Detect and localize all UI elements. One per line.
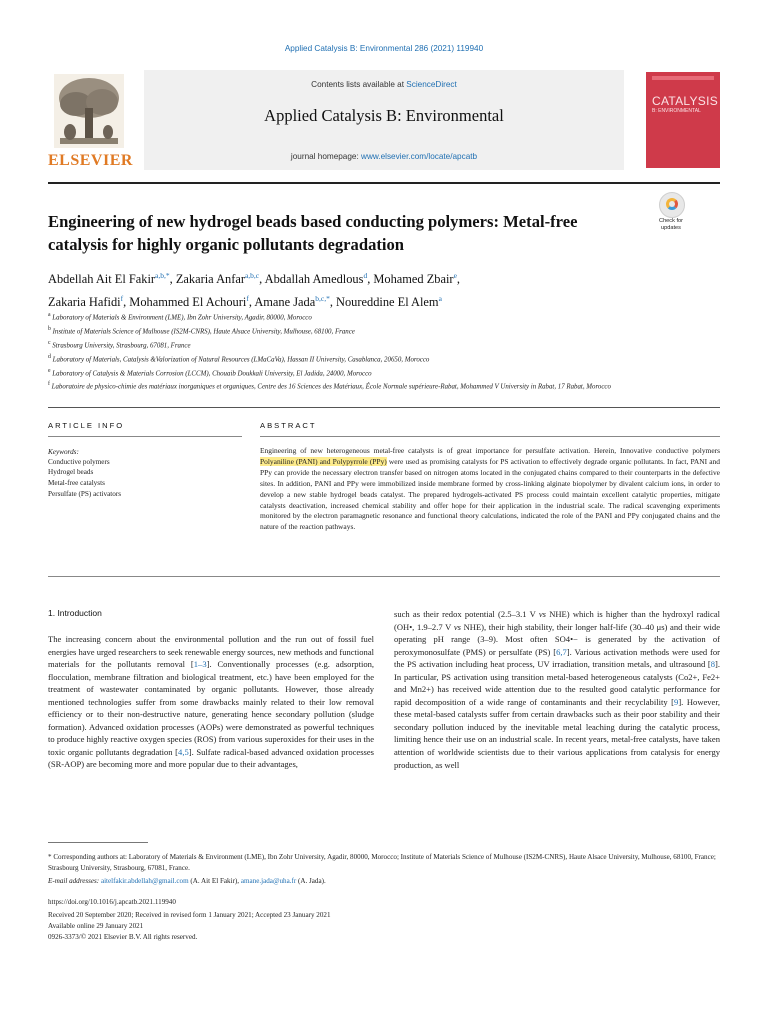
affiliation: $^a$ Laboratory of Materials & Environment (LME), Ibn Zohr University, Agadir, 80000, Morocco (48, 312, 312, 322)
body-text: NHE), their high stability, their longer half-life (30–40 μs) and their wide operating pH range (3–9). Most often SO4•− is generated by the activation of peroxymonosulfate (PMS) or persulfate (PS) [ (394, 621, 720, 657)
author-sup: f (120, 294, 124, 304)
elsevier-logo[interactable] (48, 74, 133, 170)
author[interactable]: Mohamed Zbair$^e$ (373, 271, 457, 287)
article-info-rule (48, 436, 242, 437)
author[interactable]: Zakaria Anfar$^{a,b,c}$ (175, 271, 260, 287)
citation-link[interactable]: 4,5 (178, 746, 189, 757)
body-column-left (48, 633, 374, 771)
publisher-wordmark: ELSEVIER (48, 152, 133, 169)
affiliation: $^d$ Laboratory of Materials, Catalysis &Valorization of Natural Resources (LMaCaVa), Hassan II University, Casablanca, 20650, Morocco (48, 353, 430, 363)
sciencedirect-link[interactable]: ScienceDirect (406, 80, 457, 89)
abstract-highlight: Polyaniline (PANI) and Polypyrrole (PPy) (260, 456, 387, 466)
check-updates-label: Check for updates (659, 218, 683, 231)
author[interactable]: Abdallah Amedlous$^d$ (264, 271, 368, 287)
citation-link[interactable]: 8 (710, 659, 716, 670)
journal-reference-link[interactable]: Applied Catalysis B: Environmental 286 (2021) 119940 (284, 44, 484, 53)
journal-cover-thumbnail[interactable] (646, 72, 720, 168)
elsevier-tree-icon (54, 74, 124, 148)
check-for-updates-badge[interactable] (648, 192, 694, 238)
author[interactable]: Noureddine El Alem$^a$ (336, 294, 442, 310)
contents-prefix: Contents lists available at (311, 80, 407, 89)
check-updates-icon (659, 192, 685, 218)
masthead (48, 70, 720, 178)
author[interactable]: Amane Jada$^{b,c,*}$ (254, 294, 330, 310)
cover-subtitle: B: ENVIRONMENTAL (652, 108, 701, 114)
author-sup: d (363, 271, 368, 280)
author-sup: b,c,* (315, 294, 330, 304)
author[interactable]: Abdellah Ait El Fakir$^{a,b,*}$ (48, 271, 170, 287)
doi-link[interactable]: https://doi.org/10.1016/j.apcatb.2021.119940 (48, 898, 176, 906)
body-text: such as their redox potential (2.5–3.1 V (394, 609, 539, 619)
keyword: Metal-free catalysts (48, 479, 105, 487)
email-line: E-mail addresses: aitelfakir.abdellah@gmail.com (A. Ait El Fakir), amane.jada@uha.fr (A. Jada). (48, 877, 326, 885)
keyword: Persulfate (PS) activators (48, 490, 122, 498)
cover-title: CATALYSIS (652, 94, 719, 108)
corresponding-footnote: * Corresponding authors at: Laboratory of Materials & Environment (LME), Ibn Zohr University, Agadir, 80000, Morocco; Institute of Materials Science of Mulhouse (IS2M-CNRS), Haute Alsace University, Mulhouse, 68100, France; Strasbourg University, Strasbourg, 67081, France. (48, 853, 716, 872)
author[interactable]: Mohammed El Achouri$^f$ (129, 294, 249, 310)
body-text: NHE) which is higher than the hydroxyl radical (OH•, 1.9–2.7 V (394, 609, 720, 632)
citation-link[interactable]: 9 (674, 696, 679, 707)
author-sup: f (246, 294, 249, 304)
author[interactable]: Zakaria Hafidi$^f$ (48, 294, 124, 310)
available-online: Available online 29 January 2021 (48, 922, 144, 930)
cover-bar (652, 76, 714, 80)
footnote-rule (48, 842, 148, 843)
keyword: Hydrogel beads (48, 468, 94, 476)
journal-title: Applied Catalysis B: Environmental (264, 106, 504, 125)
citation-link[interactable]: 1–3 (193, 659, 207, 670)
body-column-right (394, 608, 720, 771)
introduction-heading: 1. Introduction (48, 608, 102, 618)
journal-homepage-line (144, 152, 624, 161)
abstract-bottom-rule (48, 576, 720, 577)
email-link[interactable]: aitelfakir.abdellah@gmail.com (100, 877, 189, 885)
citation-link[interactable]: 6,7 (556, 646, 567, 657)
affiliations (48, 310, 648, 393)
article-title: Engineering of new hydrogel beads based conducting polymers: Metal-free catalysis for highly organic pollutants degradation (48, 212, 578, 254)
masthead-rule (48, 182, 720, 184)
italic-text: vs (538, 609, 546, 619)
received-dates: Received 20 September 2020; Received in revised form 1 January 2021; Accepted 23 January 2021 (48, 911, 331, 919)
section-rule (48, 407, 720, 408)
masthead-center (144, 70, 624, 170)
contents-line (144, 80, 624, 89)
homepage-prefix: journal homepage: (290, 152, 362, 161)
italic-text: vs (453, 621, 461, 632)
keyword: Conductive polymers (48, 458, 110, 466)
affiliation: $^b$ Institute of Materials Science of Mulhouse (IS2M-CNRS), Haute Alsace University, Mulhouse, 68100, France (48, 325, 355, 336)
affiliation: $^f$ Laboratoire de physico-chimie des matériaux inorganiques et organiques, Centre des 16 Sciences des Matériaux, École Normale supérieure-Rabat, Mohammed V University in Rabat, 17 Rabat, Morocco (48, 381, 611, 391)
abstract-rule (260, 436, 720, 437)
author-sup: a,b,c (244, 271, 260, 280)
body-text: ]. However, these metal-based catalysts suffer from certain drawbacks such as their poor stability and their secondary pollution induced by the inevitable metal leaching during the catalytic process, limiting hence their use on an industrial scale. In recent years, metal-free catalysts, have taken attention of worldwide scientists due to their various applications from catalysis for energy production, as well (394, 696, 720, 770)
author-list: Abdellah Ait El Fakir$^{a,b,*}$, Zakaria Anfar$^{a,b,c}$, Abdallah Amedlous$^d$, Mohamed Zbair$^e$, Zakaria Hafidi$^f$, Mohammed El Achouri$^f$, Amane Jada$^{b,c,*}$, Noureddine El Alem$^a$ (48, 271, 461, 310)
copyright: 0926-3373/© 2021 Elsevier B.V. All rights reserved. (48, 933, 198, 941)
affiliation: $^c$ Strasbourg University, Strasbourg, 67081, France (48, 339, 191, 350)
abstract-text: Engineering of new heterogeneous metal-free catalysts is of great importance for persulfate activation. Herein, Innovative conductive polymers Polyaniline (PANI) and Polypyrrole (PPy) were used as promising catalysts for PS activation to effectively degrade organic pollutants. In fact, PANI and PPy can provide the necessary electron transfer based on nitrogen atoms located in the conjugated chains compared to their counterparts in the defective sites. In addition, PANI and PPy were immobilized inside membrane formed by cross-linking alginate biopolymer by divalent calcium ions, in order to develop a new stable hydrogel beads catalyst. The prepared hydrogels-activated PS process could maintain excellent catalytic properties, mitigate catalysts deactivation, increased chemical stability and offer hope for their application in the industrial scale. The radical scavenging experiments monitored by the electron paramagnetic resonance and functional theory calculations, indicated the role of the PANI and PPy conjugated chains and the nature of the reaction pathways. (260, 446, 720, 532)
author-sup: e (453, 271, 457, 280)
keywords-label: Keywords: (48, 448, 79, 456)
body-text: ]. In particular, PS activation using transition metal-based heterogeneous catalysts (Co2+, Fe2+ and Mn2+) has received wide attention due to the resulted good catalytic performance for rapid decomposition of a wide range of contaminants and their recyclability [ (394, 659, 720, 707)
body-text: The increasing concern about the environmental pollution and the run out of fossil fuel energies have urged researchers to seek renewable energy sources, new methods and functional materials for the pollutants removal [ (48, 634, 374, 670)
email-link[interactable]: amane.jada@uha.fr (240, 877, 297, 885)
body-text: ]. Conventionally processes (e.g. adsorption, flocculation, membrane filtration and biological treatment, etc.) have been employed for the treatment of wastewater contaminated by organic pollutants. However, those already mentioned technologies suffer from some drawbacks mainly related to their low removal efficiency or to their non-destructive nature, generating hence secondary pollution (sludge formation). Advanced oxidation processes (AOPs) were demonstrated as powerful techniques to produce highly reactive oxygen species (ROS) from various superoxides for their uses in the toxic organic pollutants degradation [ (48, 659, 375, 757)
article-info-heading: ARTICLE INFO (48, 421, 125, 430)
abstract-heading: ABSTRACT (260, 421, 317, 430)
author-sup: a (438, 294, 442, 304)
affiliation: $^e$ Laboratory of Catalysis & Materials Corrosion (LCCM), Chouaib Doukkali University, El Jadida, 24000, Morocco (48, 367, 372, 377)
author-sup: a,b,* (155, 271, 170, 280)
journal-homepage-link[interactable]: www.elsevier.com/locate/apcatb (361, 152, 478, 161)
body-text: ]. Various activation methods were used for the PS activation including heat process, UV irradiation, transition metals, and ultrasound [ (394, 646, 720, 670)
body-text: ]. Sulfate radical-based advanced oxidation processes (SR-AOP) are becoming more and more popular due to their advantages, (48, 746, 374, 770)
